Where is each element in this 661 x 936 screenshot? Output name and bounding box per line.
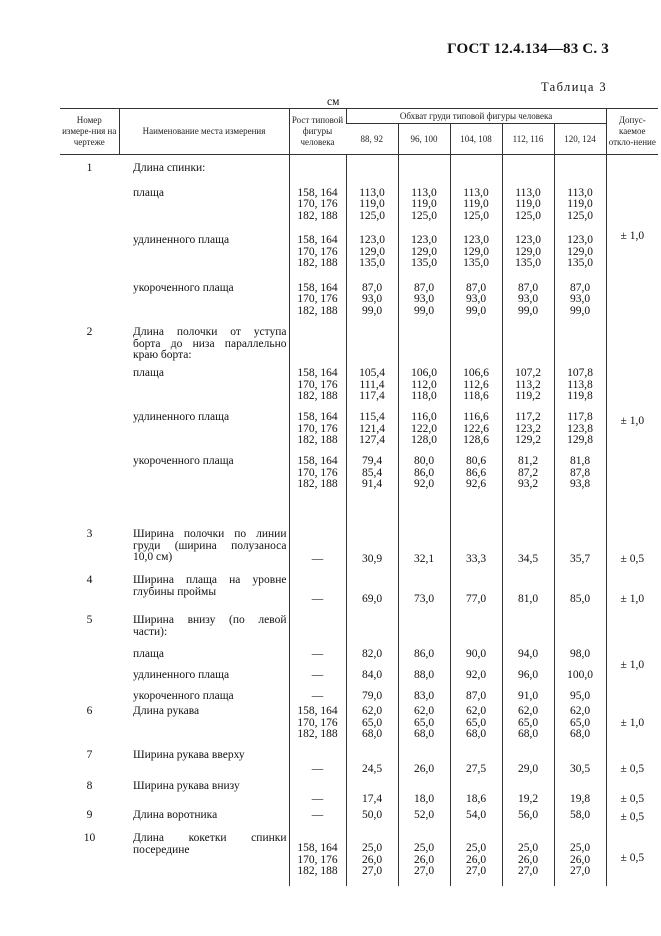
cell-value: 95,0 xyxy=(554,681,606,702)
row-name: удлиненного плаща xyxy=(133,668,230,681)
page-header: ГОСТ 12.4.134—83 С. 3 xyxy=(447,41,609,57)
cell-value: 30,9 xyxy=(346,526,398,571)
measurements-table xyxy=(60,108,658,886)
cell-value: 113,0 119,0 125,0 xyxy=(346,188,398,223)
height-value: — xyxy=(289,806,346,826)
col-header-height: Рост типовой фигуры человека xyxy=(289,109,346,155)
tolerance-value: ± 1,0 xyxy=(606,702,658,746)
height-value: — xyxy=(289,639,346,660)
row-number: 3 xyxy=(86,528,93,540)
cell-value: 30,5 xyxy=(554,746,606,778)
cell-value: 86,0 xyxy=(398,639,450,660)
height-value: 158, 164 170, 176 182, 188 xyxy=(289,412,346,456)
cell-value: 83,0 xyxy=(398,681,450,702)
cell-value: 92,0 xyxy=(450,660,502,681)
col-header-number: Номер измере-ния на чертеже xyxy=(60,109,119,155)
cell-value: 87,0 93,0 99,0 xyxy=(554,283,606,318)
row-name: удлиненного плаща xyxy=(133,234,230,246)
cell-value: 80,0 86,0 92,0 xyxy=(398,456,450,500)
cell-value: 123,0 129,0 135,0 xyxy=(346,235,398,270)
cell-value: 54,0 xyxy=(450,806,502,826)
tolerance-value: ± 1,0 xyxy=(606,571,658,609)
cell-value: 81,8 87,8 93,8 xyxy=(554,456,606,500)
cell-value: 19,2 xyxy=(502,778,554,806)
cell-value: 96,0 xyxy=(502,660,554,681)
cell-value: 19,8 xyxy=(554,778,606,806)
row-name: укороченного плаща xyxy=(133,455,234,467)
row-name: укороченного плаща xyxy=(133,689,234,702)
cell-value: 116,0 122,0 128,0 xyxy=(398,412,450,456)
height-value: — xyxy=(289,778,346,806)
row-name: Ширина внизу (по левой части): xyxy=(133,614,287,638)
cell-value: 106,6 112,6 118,6 xyxy=(450,365,502,412)
cell-value: 62,0 65,0 68,0 xyxy=(398,702,450,746)
cell-value: 33,3 xyxy=(450,526,502,571)
cell-value: 32,1 xyxy=(398,526,450,571)
cell-value: 35,7 xyxy=(554,526,606,571)
cell-value: 87,0 93,0 99,0 xyxy=(346,283,398,318)
cell-value: 25,0 26,0 27,0 xyxy=(398,826,450,886)
row-name: Длина полочки от уступа борта до низа параллельно краю борта: xyxy=(133,326,287,361)
col-header-chest: 88, 92 xyxy=(346,124,398,155)
cell-value: 77,0 xyxy=(450,571,502,609)
row-name: Ширина плаща на уровне глубины проймы xyxy=(133,574,287,598)
col-header-name: Наименование места измерения xyxy=(119,109,289,155)
cell-value: 91,0 xyxy=(502,681,554,702)
cell-value: 98,0 xyxy=(554,639,606,660)
row-number: 8 xyxy=(86,780,93,792)
cell-value: 18,0 xyxy=(398,778,450,806)
table-caption: Таблица 3 xyxy=(540,80,607,94)
cell-value: 84,0 xyxy=(346,660,398,681)
tolerance-value: ± 0,5 xyxy=(606,526,658,571)
cell-value: 62,0 65,0 68,0 xyxy=(346,702,398,746)
cell-value: 123,0 129,0 135,0 xyxy=(398,235,450,270)
tolerance-value: ± 1,0 xyxy=(606,155,658,318)
col-header-chest: 104, 108 xyxy=(450,124,502,155)
cell-value: 82,0 xyxy=(346,639,398,660)
cell-value: 113,0 119,0 125,0 xyxy=(502,188,554,223)
unit-label: см xyxy=(327,96,340,108)
cell-value: 90,0 xyxy=(450,639,502,660)
cell-value: 106,0 112,0 118,0 xyxy=(398,365,450,412)
cell-value: 58,0 xyxy=(554,806,606,826)
cell-value: 87,0 93,0 99,0 xyxy=(398,283,450,318)
row-name: Ширина полочки по линии груди (ширина полузаноса 10,0 см) xyxy=(133,528,287,563)
cell-value: 87,0 93,0 99,0 xyxy=(450,283,502,318)
cell-value: 85,0 xyxy=(554,571,606,609)
tolerance-value: ± 0,5 xyxy=(606,806,658,826)
row-name: удлиненного плаща xyxy=(133,411,230,423)
cell-value: 117,2 123,2 129,2 xyxy=(502,412,554,456)
cell-value: 80,6 86,6 92,6 xyxy=(450,456,502,500)
cell-value: 25,0 26,0 27,0 xyxy=(346,826,398,886)
height-value: 158, 164 170, 176 182, 188 xyxy=(289,702,346,746)
height-value: — xyxy=(289,571,346,609)
cell-value: 116,6 122,6 128,6 xyxy=(450,412,502,456)
cell-value: 50,0 xyxy=(346,806,398,826)
row-name: Длина спинки: xyxy=(133,162,206,174)
height-value: 158, 164 170, 176 182, 188 xyxy=(289,456,346,500)
row-number: 10 xyxy=(83,832,96,844)
cell-value: 107,2 113,2 119,2 xyxy=(502,365,554,412)
row-number: 5 xyxy=(86,614,93,626)
cell-value: 27,5 xyxy=(450,746,502,778)
height-value: — xyxy=(289,681,346,702)
row-name: плаща xyxy=(133,186,164,199)
cell-value: 62,0 65,0 68,0 xyxy=(450,702,502,746)
cell-value: 17,4 xyxy=(346,778,398,806)
cell-value: 79,4 85,4 91,4 xyxy=(346,456,398,500)
tolerance-value: ± 1,0 xyxy=(606,317,658,526)
cell-value: 87,0 93,0 99,0 xyxy=(502,283,554,318)
row-name: укороченного плаща xyxy=(133,281,234,294)
row-name: Ширина рукава внизу xyxy=(133,780,240,792)
col-header-chest-group: Обхват груди типовой фигуры человека xyxy=(346,109,606,124)
cell-value: 26,0 xyxy=(398,746,450,778)
row-number: 2 xyxy=(86,326,93,338)
cell-value: 73,0 xyxy=(398,571,450,609)
cell-value: 113,0 119,0 125,0 xyxy=(450,188,502,223)
cell-value: 34,5 xyxy=(502,526,554,571)
height-value: 158, 164 170, 176 182, 188 xyxy=(289,826,346,886)
height-value: 158, 164 170, 176 182, 188 xyxy=(289,235,346,270)
row-name: Длина воротника xyxy=(133,809,218,821)
row-name: плаща xyxy=(133,367,164,379)
row-number: 4 xyxy=(86,574,93,586)
height-value: — xyxy=(289,526,346,571)
cell-value: 105,4 111,4 117,4 xyxy=(346,365,398,412)
col-header-chest: 96, 100 xyxy=(398,124,450,155)
cell-value: 29,0 xyxy=(502,746,554,778)
cell-value: 52,0 xyxy=(398,806,450,826)
row-number: 9 xyxy=(86,809,93,821)
cell-value: 88,0 xyxy=(398,660,450,681)
cell-value: 113,0 119,0 125,0 xyxy=(554,188,606,223)
cell-value: 81,2 87,2 93,2 xyxy=(502,456,554,500)
col-header-tolerance: Допус-каемое откло-нение xyxy=(606,109,658,155)
cell-value: 123,0 129,0 135,0 xyxy=(554,235,606,270)
row-name: Ширина рукава вверху xyxy=(133,749,245,761)
row-name: плаща xyxy=(133,647,164,660)
row-number: 6 xyxy=(86,705,93,717)
cell-value: 100,0 xyxy=(554,660,606,681)
cell-value: 107,8 113,8 119,8 xyxy=(554,365,606,412)
cell-value: 69,0 xyxy=(346,571,398,609)
cell-value: 24,5 xyxy=(346,746,398,778)
cell-value: 113,0 119,0 125,0 xyxy=(398,188,450,223)
height-value: 158, 164 170, 176 182, 188 xyxy=(289,365,346,412)
cell-value: 25,0 26,0 27,0 xyxy=(554,826,606,886)
cell-value: 94,0 xyxy=(502,639,554,660)
cell-value: 123,0 129,0 135,0 xyxy=(502,235,554,270)
height-value: — xyxy=(289,660,346,681)
tolerance-value: ± 1,0 xyxy=(606,609,658,702)
row-name: Длина кокетки спинки посередине xyxy=(133,832,287,856)
cell-value: 62,0 65,0 68,0 xyxy=(554,702,606,746)
row-number: 7 xyxy=(86,749,93,761)
tolerance-value: ± 0,5 xyxy=(606,826,658,886)
cell-value: 79,0 xyxy=(346,681,398,702)
height-value: 158, 164 170, 176 182, 188 xyxy=(289,283,346,318)
height-value: 158, 164 170, 176 182, 188 xyxy=(289,188,346,223)
row-number: 1 xyxy=(86,162,93,174)
height-value: — xyxy=(289,746,346,778)
cell-value: 117,8 123,8 129,8 xyxy=(554,412,606,456)
col-header-chest: 120, 124 xyxy=(554,124,606,155)
cell-value: 87,0 xyxy=(450,681,502,702)
cell-value: 62,0 65,0 68,0 xyxy=(502,702,554,746)
tolerance-value: ± 0,5 xyxy=(606,746,658,778)
cell-value: 25,0 26,0 27,0 xyxy=(502,826,554,886)
cell-value: 123,0 129,0 135,0 xyxy=(450,235,502,270)
cell-value: 56,0 xyxy=(502,806,554,826)
tolerance-value: ± 0,5 xyxy=(606,778,658,806)
cell-value: 115,4 121,4 127,4 xyxy=(346,412,398,456)
col-header-chest: 112, 116 xyxy=(502,124,554,155)
row-name: Длина рукава xyxy=(133,705,200,717)
cell-value: 18,6 xyxy=(450,778,502,806)
cell-value: 81,0 xyxy=(502,571,554,609)
cell-value: 25,0 26,0 27,0 xyxy=(450,826,502,886)
